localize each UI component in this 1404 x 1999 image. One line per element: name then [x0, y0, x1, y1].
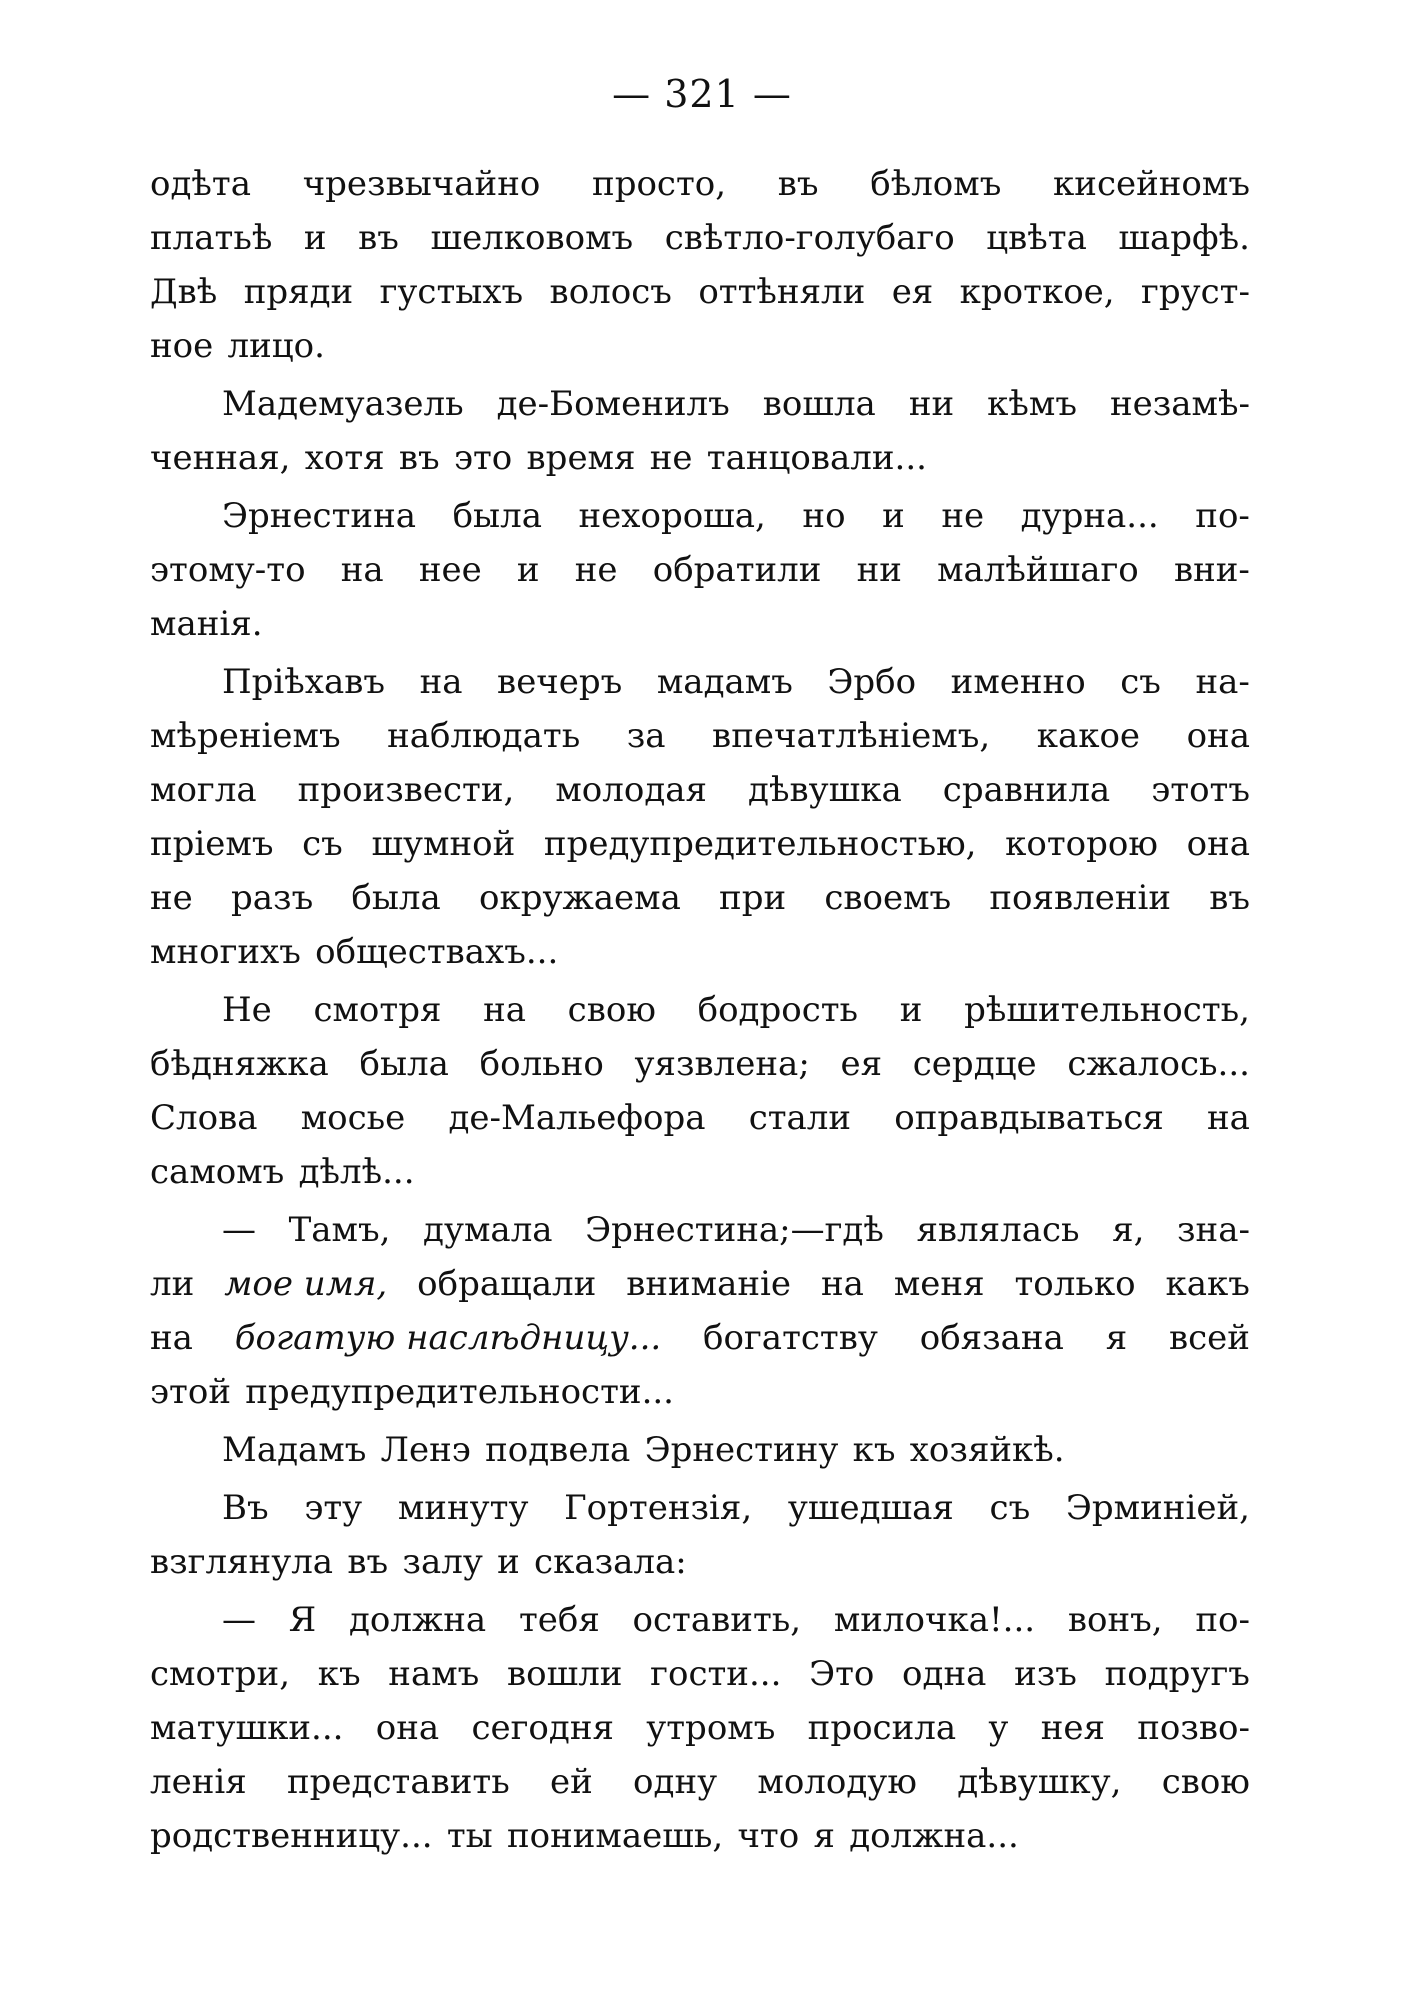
text-line: [150, 377, 1250, 431]
word: именно: [950, 662, 1086, 702]
word: пріемъ: [150, 824, 274, 864]
word: утромъ: [646, 1708, 776, 1748]
word: платьѣ: [150, 218, 273, 258]
word: рѣшительность,: [964, 990, 1250, 1030]
word: одна: [902, 1654, 987, 1694]
word: обществахъ...: [315, 932, 559, 972]
word: оправдываться: [894, 1098, 1164, 1138]
text-line: [150, 1257, 1250, 1311]
word: одну: [633, 1762, 718, 1802]
word: де-Мальефора: [448, 1098, 706, 1138]
text-line: [150, 1423, 1250, 1477]
text-line: [150, 1647, 1250, 1701]
word: своемъ: [824, 878, 952, 918]
word: нее: [418, 550, 482, 590]
text-line: [150, 1809, 1250, 1863]
word: Эрнестину: [644, 1430, 839, 1470]
word: наблюдать: [387, 716, 581, 756]
text-line: [150, 925, 1250, 979]
word: мѣреніемъ: [150, 716, 341, 756]
word: одѣта: [150, 164, 251, 204]
word: должна...: [849, 1816, 1019, 1856]
word: ченная,: [150, 438, 291, 478]
word: просто,: [592, 164, 727, 204]
word: свою: [567, 990, 656, 1030]
word: уязвлена;: [634, 1044, 810, 1084]
word: залу: [402, 1542, 483, 1582]
word: бодрость: [697, 990, 859, 1030]
text-line: [150, 1203, 1250, 1257]
word: въ: [398, 438, 440, 478]
word: понимаешь,: [506, 1816, 724, 1856]
word: подругъ: [1104, 1654, 1250, 1694]
text-line: [150, 489, 1250, 543]
word: малѣйшаго: [937, 550, 1139, 590]
word: и: [882, 496, 905, 536]
word: обязана: [919, 1318, 1064, 1358]
text-line: [150, 1365, 1250, 1419]
text-line: [150, 817, 1250, 871]
word: Эрбо: [827, 662, 917, 702]
word: пряди: [243, 272, 354, 312]
word: на: [820, 1264, 864, 1304]
word: по-: [1195, 496, 1250, 536]
word: какъ: [1165, 1264, 1250, 1304]
word: не: [150, 878, 193, 918]
word: но: [802, 496, 846, 536]
word: стали: [748, 1098, 852, 1138]
word: Пріѣхавъ: [222, 662, 386, 702]
text-line: [150, 543, 1250, 597]
word: зна-: [1176, 1210, 1250, 1250]
word: дѣвушка: [748, 770, 902, 810]
word: время: [526, 438, 636, 478]
word: Эрнестина: [222, 496, 417, 536]
word: сердце: [912, 1044, 1037, 1084]
word: появленіи: [989, 878, 1172, 918]
word: на: [150, 1318, 193, 1358]
word: вниманіе: [626, 1264, 792, 1304]
word: хозяйкѣ.: [909, 1430, 1065, 1470]
text-line: [150, 709, 1250, 763]
word: нея: [1040, 1708, 1105, 1748]
word: съ: [1120, 662, 1161, 702]
word: милочка!...: [833, 1600, 1036, 1640]
word: ленія: [150, 1762, 247, 1802]
word: минуту: [397, 1488, 529, 1528]
word: съ: [989, 1488, 1031, 1528]
word: предупредительностью,: [543, 824, 977, 864]
word: Мадамъ: [222, 1430, 367, 1470]
word: ея: [840, 1044, 883, 1084]
word: она: [375, 1708, 440, 1748]
word: изъ: [1014, 1654, 1077, 1694]
text-line: [150, 763, 1250, 817]
word: на-: [1195, 662, 1250, 702]
word: чрезвычайно: [302, 164, 541, 204]
word: цвѣта: [986, 218, 1087, 258]
text-line: [150, 1311, 1250, 1365]
text-line: [150, 1535, 1250, 1589]
word: Двѣ: [150, 272, 218, 312]
word: разъ: [230, 878, 314, 918]
word: подвела: [485, 1430, 631, 1470]
word: при: [719, 878, 787, 918]
word: что: [737, 1816, 800, 1856]
word: оттѣняли: [698, 272, 866, 312]
word: кроткое,: [959, 272, 1115, 312]
word: впечатлѣніемъ,: [712, 716, 991, 756]
word: больно: [479, 1044, 604, 1084]
word: намъ: [388, 1654, 480, 1694]
word: она: [1186, 716, 1250, 756]
word: манія.: [150, 604, 263, 644]
word: Это: [809, 1654, 875, 1694]
word: ей: [549, 1762, 593, 1802]
word: кисейномъ: [1053, 164, 1250, 204]
word: ты: [446, 1816, 493, 1856]
word: эту: [304, 1488, 363, 1528]
word: Не: [222, 990, 272, 1030]
word: какое: [1036, 716, 1141, 756]
word: въ: [1209, 878, 1250, 918]
word: богатству: [703, 1318, 878, 1358]
word: хотя: [304, 438, 385, 478]
word: къ: [317, 1654, 361, 1694]
word: ея: [891, 272, 934, 312]
word: сегодня: [471, 1708, 614, 1748]
word: она: [1186, 824, 1250, 864]
text-line: [150, 319, 1250, 373]
word: въ: [777, 164, 819, 204]
text-line: [150, 1755, 1250, 1809]
word: могла: [150, 770, 257, 810]
word: Ленэ: [380, 1430, 471, 1470]
word: на: [483, 990, 527, 1030]
word: въ: [358, 218, 399, 258]
word: вошли: [506, 1654, 623, 1694]
text-line: [150, 655, 1250, 709]
word: молодая: [555, 770, 707, 810]
word: съ: [302, 824, 343, 864]
word: по-: [1195, 1600, 1250, 1640]
word: незамѣ-: [1109, 384, 1250, 424]
word: и: [303, 218, 327, 258]
italic-word: мое имя,: [224, 1264, 388, 1304]
word: въ: [347, 1542, 389, 1582]
word: не: [649, 438, 693, 478]
word: позво-: [1137, 1708, 1250, 1748]
word: произвести,: [297, 770, 515, 810]
word: смотри,: [150, 1654, 291, 1694]
word: вонъ,: [1067, 1600, 1163, 1640]
word: меня: [893, 1264, 985, 1304]
text-line: [150, 1701, 1250, 1755]
word: шелковомъ: [430, 218, 634, 258]
word: этому-то: [150, 550, 306, 590]
word: ушедшая: [787, 1488, 954, 1528]
word: не: [574, 550, 618, 590]
word: —: [222, 1600, 256, 1640]
word: только: [1014, 1264, 1136, 1304]
word: родственницу...: [150, 1816, 433, 1856]
word: Эрнестина;—гдѣ: [585, 1210, 884, 1250]
word: всей: [1168, 1318, 1250, 1358]
page-number: — 321 —: [612, 72, 792, 116]
word: обратили: [652, 550, 822, 590]
word: за: [626, 716, 666, 756]
word: тебя: [518, 1600, 600, 1640]
text-line: [150, 871, 1250, 925]
word: окружаема: [478, 878, 681, 918]
word: на: [419, 662, 463, 702]
word: груст-: [1141, 272, 1250, 312]
word: обращали: [417, 1264, 597, 1304]
word: лицо.: [227, 326, 325, 366]
word: танцовали...: [706, 438, 927, 478]
word: къ: [852, 1430, 896, 1470]
word: и: [516, 550, 540, 590]
word: —: [222, 1210, 256, 1250]
word: матушки...: [150, 1708, 344, 1748]
word: ни: [908, 384, 955, 424]
word: мадамъ: [656, 662, 793, 702]
word: сказала:: [534, 1542, 687, 1582]
word: вни-: [1173, 550, 1250, 590]
word: я,: [1112, 1210, 1145, 1250]
word: дѣвушку,: [957, 1762, 1122, 1802]
word: вошла: [762, 384, 876, 424]
word: свѣтло-голубаго: [664, 218, 955, 258]
word: бѣдняжка: [150, 1044, 329, 1084]
italic-word: богатую наслѣдницу...: [234, 1318, 662, 1358]
word: представить: [286, 1762, 510, 1802]
text-line: [150, 1145, 1250, 1199]
text-line: [150, 983, 1250, 1037]
word: должна: [348, 1600, 487, 1640]
word: Гортензія,: [564, 1488, 753, 1528]
word: взглянула: [150, 1542, 334, 1582]
word: бѣломъ: [870, 164, 1002, 204]
word: сравнила: [942, 770, 1111, 810]
word: Слова: [150, 1098, 258, 1138]
word: предупредительности...: [245, 1372, 674, 1412]
text-line: [150, 1481, 1250, 1535]
word: у: [988, 1708, 1009, 1748]
text-line: [150, 431, 1250, 485]
word: я: [813, 1816, 835, 1856]
word: густыхъ: [379, 272, 524, 312]
word: Въ: [222, 1488, 269, 1528]
text-line: [150, 157, 1250, 211]
word: дѣлѣ...: [298, 1152, 415, 1192]
word: смотря: [313, 990, 442, 1030]
word: Я: [288, 1600, 317, 1640]
word: сжалось...: [1067, 1044, 1250, 1084]
word: ли: [150, 1264, 195, 1304]
word: нехороша,: [578, 496, 766, 536]
word: на: [1207, 1098, 1250, 1138]
word: и: [497, 1542, 520, 1582]
word: не: [941, 496, 985, 536]
text-line: [150, 1091, 1250, 1145]
word: просила: [807, 1708, 957, 1748]
word: кѣмъ: [987, 384, 1077, 424]
word: гости...: [650, 1654, 782, 1694]
word: молодую: [757, 1762, 917, 1802]
word: Мадемуазель: [222, 384, 464, 424]
word: была: [359, 1044, 449, 1084]
text-line: [150, 1593, 1250, 1647]
word: мосье: [300, 1098, 406, 1138]
body-text: [150, 157, 1250, 1863]
text-line: [150, 211, 1250, 265]
word: Эрминіей,: [1065, 1488, 1250, 1528]
word: этой: [150, 1372, 231, 1412]
word: думала: [423, 1210, 553, 1250]
word: волосъ: [549, 272, 672, 312]
word: я: [1105, 1318, 1128, 1358]
word: этотъ: [1151, 770, 1250, 810]
word: свою: [1161, 1762, 1250, 1802]
word: многихъ: [150, 932, 301, 972]
word: дурна...: [1020, 496, 1159, 536]
word: де-Боменилъ: [496, 384, 730, 424]
word: на: [340, 550, 384, 590]
word: была: [351, 878, 441, 918]
word: Тамъ,: [288, 1210, 391, 1250]
word: ное: [150, 326, 214, 366]
word: самомъ: [150, 1152, 285, 1192]
word: которою: [1005, 824, 1158, 864]
word: это: [453, 438, 513, 478]
word: шарфѣ.: [1118, 218, 1250, 258]
text-line: [150, 1037, 1250, 1091]
word: ни: [856, 550, 902, 590]
word: была: [452, 496, 542, 536]
word: являлась: [916, 1210, 1080, 1250]
word: и: [899, 990, 923, 1030]
text-line: [150, 265, 1250, 319]
text-line: [150, 597, 1250, 651]
word: шумной: [371, 824, 516, 864]
word: оставить,: [632, 1600, 802, 1640]
word: вечеръ: [497, 662, 623, 702]
